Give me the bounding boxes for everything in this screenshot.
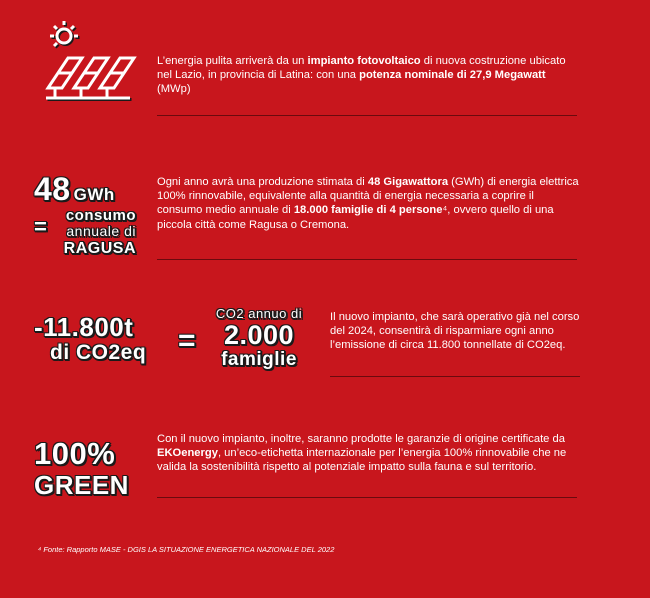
co2-annuo-label: CO2 annuo di	[215, 306, 303, 321]
section1-divider	[157, 115, 577, 116]
gwh-number	[34, 172, 115, 212]
bold-text: potenza nominale di 27,9 Megawatt	[359, 69, 546, 82]
eq-sign-1: =	[34, 214, 48, 239]
co2eq-label: di CO2eq	[50, 341, 147, 364]
text-run: di nuova costruzione ubicato nel Lazio, in provincia di Latina: con una	[157, 55, 566, 82]
consumo-label: consumo	[65, 207, 136, 224]
text-run: (MWp)	[157, 83, 191, 96]
section2-text	[157, 175, 579, 232]
ragusa-label: RAGUSA	[63, 240, 136, 257]
bold-text: EKOenergy	[157, 447, 218, 460]
bold-text: impianto fotovoltaico	[307, 55, 421, 67]
co2-reduction: -11.800t	[34, 312, 134, 342]
text-run: L’energia pulita arriverà da un	[157, 55, 308, 67]
section4-divider	[157, 497, 577, 498]
text-run: (GWh) di energia elettrica 100% rinnovabile, equivalente alla quantità di energia necessaria a coprire il consumo medio annuale di	[157, 176, 579, 217]
green-percent: 100%	[34, 436, 116, 471]
text-run: , ovvero quello di una piccola città come Ragusa o Cremona.	[157, 204, 554, 231]
footnote: ⁴ Fonte: Rapporto MASE - DGIS LA SITUAZIONE ENERGETICA NAZIONALE DEL 2022	[38, 545, 335, 554]
bold-text: 48 Gigawattora	[367, 176, 449, 188]
solar-panel-icon	[38, 16, 138, 116]
section2-divider	[157, 259, 577, 260]
text-run: Ogni anno avrà una produzione stimata di	[157, 176, 368, 188]
text-run: , un’eco-etichetta internazionale per l’energia 100% rinnovabile che ne valida la sostenibilità rispetto al potenziale impatto sulla fauna e sul territorio.	[157, 447, 567, 474]
eq-sign-2: =	[178, 324, 197, 357]
bold-text: 18.000 famiglie di 4 persone	[293, 204, 443, 217]
big-number: 48	[34, 171, 71, 207]
text-run: Con il nuovo impianto, inoltre, saranno prodotte le garanzie di origine certificate da	[157, 433, 565, 445]
section1-text	[157, 54, 580, 97]
green-label: GREEN	[34, 470, 129, 500]
section3-divider	[330, 376, 580, 377]
section3-text: Il nuovo impianto, che sarà operativo già nel corso del 2024, consentirà di risparmiare ogni anno l’emissione di circa 11.800 tonnellate di CO2eq.	[330, 311, 580, 352]
unit: GWh	[73, 185, 115, 204]
annuale-label: annuale di	[66, 223, 136, 239]
families-number: 2.000	[223, 320, 295, 350]
text-run: ⁴	[442, 204, 448, 217]
famiglie-label: famiglie	[221, 349, 297, 370]
section4-text	[157, 432, 579, 475]
